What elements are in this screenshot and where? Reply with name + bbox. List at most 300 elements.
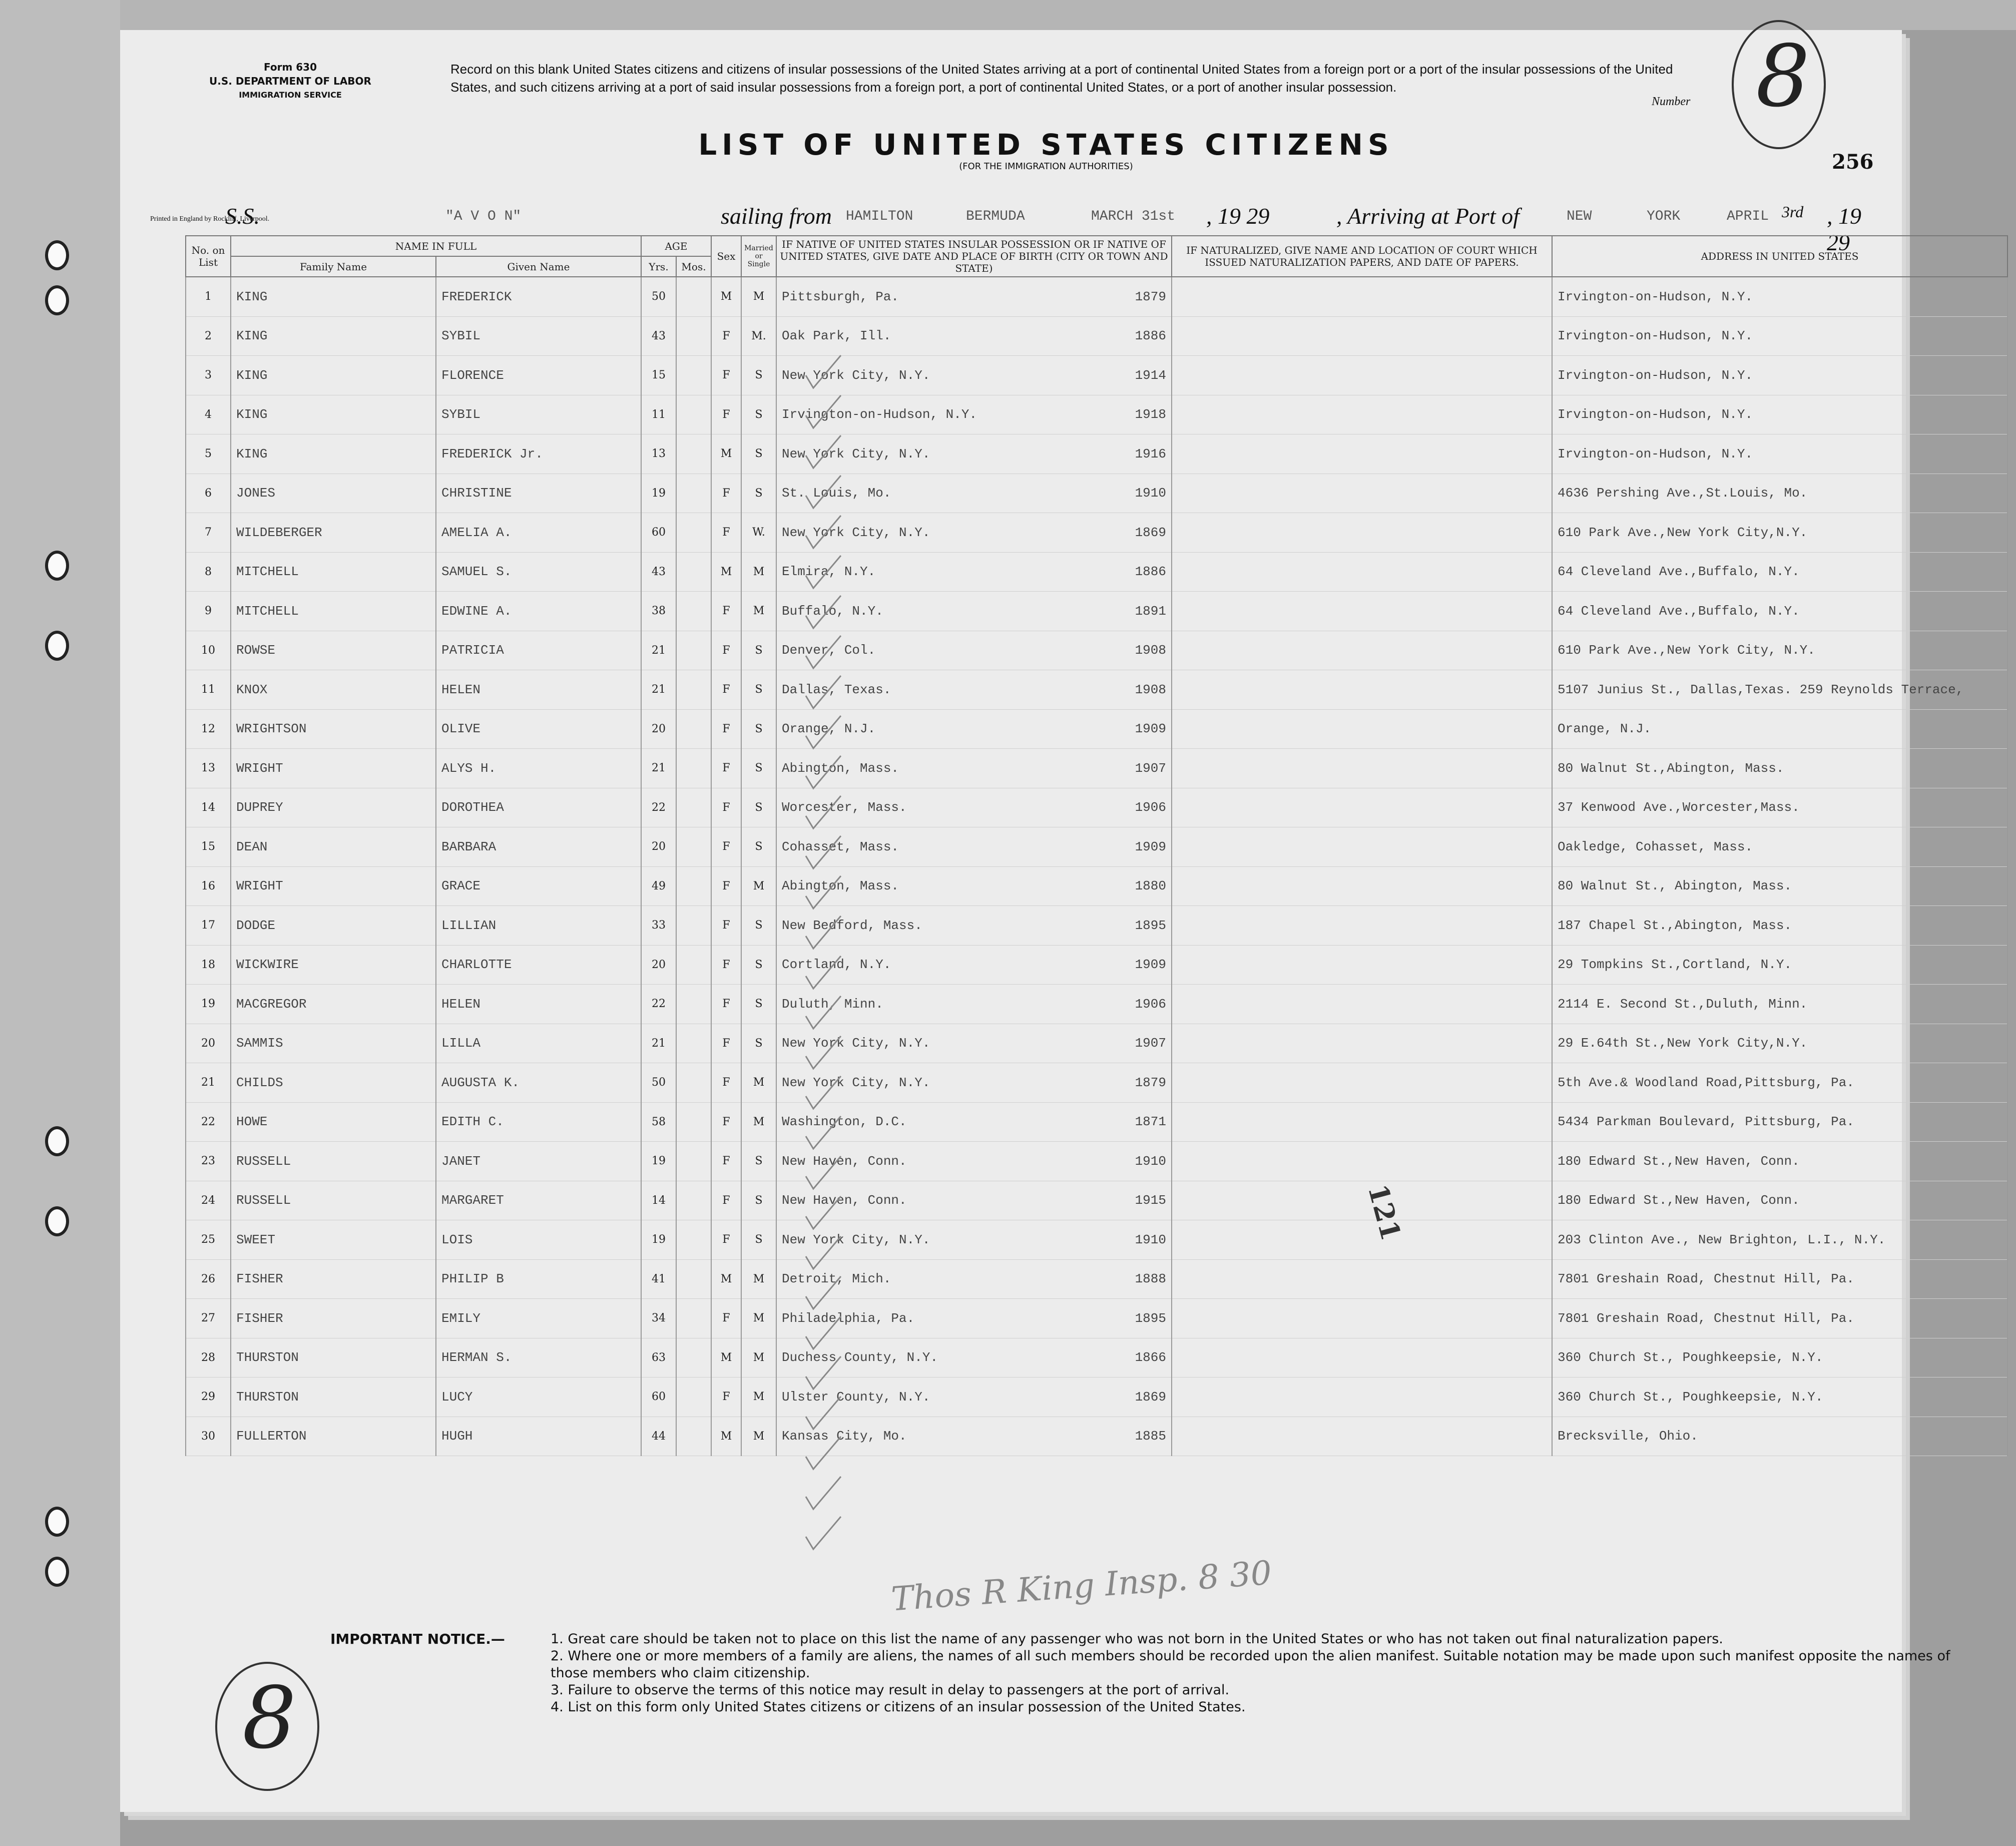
birthplace-text: Cohasset, Mass. [782,839,899,854]
family-name: CHILDS [231,1063,436,1103]
family-name: RUSSELL [231,1142,436,1181]
birth-year: 1871 [1135,1114,1166,1130]
marital-status: S [741,1220,776,1260]
age-months [676,1102,711,1142]
address: 4636 Pershing Ave.,St.Louis, Mo. [1552,474,2007,513]
handwritten-number-bottom: 8 [215,1662,319,1791]
birthplace [776,277,1172,316]
family-name: KING [231,395,436,434]
age-months [676,1063,711,1103]
birth-year: 1866 [1135,1350,1166,1365]
age-years: 21 [641,1024,676,1063]
given-name: SAMUEL S. [436,552,641,592]
birthplace-text: Detroit, Mich. [782,1271,891,1287]
notice-item-2: 2. Where one or more members of a family are aliens, the names of all such members should be recorded upon the alien manifest. Suitable notation may be made upon such manifest opposite the names of those members who claim citizenship. [551,1648,1950,1681]
marital-status: S [741,434,776,474]
given-name: DOROTHEA [436,788,641,827]
age-months [676,277,711,316]
given-name: CHRISTINE [436,474,641,513]
naturalization [1172,277,1552,316]
address: 610 Park Ave.,New York City,N.Y. [1552,513,2007,553]
age-years: 63 [641,1338,676,1377]
address: 5107 Junius St., Dallas,Texas. 259 Reynolds Terrace, [1552,670,2007,710]
sex: M [711,434,741,474]
naturalization [1172,395,1552,434]
row-number: 25 [186,1220,231,1260]
arrival-state: YORK [1647,209,1681,224]
birth-year: 1907 [1135,760,1166,776]
age-months [676,395,711,434]
age-months [676,592,711,631]
age-years: 50 [641,277,676,316]
given-name: HUGH [436,1417,641,1456]
check-mark [806,916,841,949]
check-mark [806,1236,841,1269]
inspector-signature: Thos R King Insp. 8 30 [890,1553,1273,1619]
family-name: ROWSE [231,631,436,670]
given-name: CHARLOTTE [436,945,641,985]
birth-year: 1869 [1135,1389,1166,1405]
passenger-row [186,631,2007,670]
naturalization [1172,749,1552,788]
arrival-city: NEW [1567,209,1592,224]
age-years: 44 [641,1417,676,1456]
marital-status: S [741,945,776,985]
marital-status: S [741,749,776,788]
birthplace-text: Irvington-on-Hudson, N.Y. [782,407,977,422]
passenger-row [186,709,2007,749]
passenger-row [186,474,2007,513]
col-birthplace: IF NATIVE OF UNITED STATES INSULAR POSSESSION OR IF NATIVE OF UNITED STATES, GIVE DATE AND PLACE OF BIRTH (CITY OR TOWN AND STATE) [776,236,1172,277]
binder-hole [45,1557,69,1587]
row-number: 26 [186,1259,231,1299]
age-years: 22 [641,985,676,1024]
row-number: 15 [186,827,231,867]
age-months [676,316,711,356]
given-name: PHILIP B [436,1259,641,1299]
sex: F [711,1142,741,1181]
row-number: 7 [186,513,231,553]
sex: F [711,788,741,827]
naturalization [1172,474,1552,513]
binder-hole [45,631,69,661]
address: Irvington-on-Hudson, N.Y. [1552,434,2007,474]
departure-date: MARCH 31st [1091,209,1176,224]
birthplace-text: Denver, Col. [782,643,876,658]
marital-status: M. [741,316,776,356]
birth-year: 1908 [1135,682,1166,697]
check-mark [806,1156,841,1189]
age-months [676,1299,711,1338]
marital-status: M [741,1417,776,1456]
row-number: 9 [186,592,231,631]
marital-status: M [741,1063,776,1103]
sex: F [711,1102,741,1142]
age-months [676,434,711,474]
age-months [676,1024,711,1063]
family-name: SAMMIS [231,1024,436,1063]
notice-item-4: 4. List on this form only United States citizens or citizens of an insular possession of the United States. [551,1699,1246,1715]
birthplace-text: Washington, D.C. [782,1114,907,1130]
passenger-row [186,277,2007,316]
age-months [676,1338,711,1377]
given-name: LILLA [436,1024,641,1063]
row-number: 18 [186,945,231,985]
sex: F [711,945,741,985]
naturalization [1172,788,1552,827]
binder-hole [45,240,69,270]
col-age: AGE [641,236,711,256]
birthplace-text: St. Louis, Mo. [782,486,891,501]
marital-status: S [741,985,776,1024]
check-mark [806,1477,841,1509]
address: 180 Edward St.,New Haven, Conn. [1552,1181,2007,1220]
family-name: THURSTON [231,1338,436,1377]
birthplace-text: New York City, N.Y. [782,1232,930,1247]
col-married: Married or Single [741,236,776,277]
binder-hole [45,1206,69,1236]
row-number: 8 [186,552,231,592]
check-mark [806,1076,841,1109]
sex: M [711,277,741,316]
naturalization [1172,592,1552,631]
birthplace-text: Cortland, N.Y. [782,957,891,973]
birthplace-text: Orange, N.J. [782,721,876,737]
birthplace-text: Philadelphia, Pa. [782,1310,915,1326]
marital-status: M [741,1377,776,1417]
naturalization [1172,631,1552,670]
address: 360 Church St., Poughkeepsie, N.Y. [1552,1377,2007,1417]
sex: F [711,395,741,434]
address: Irvington-on-Hudson, N.Y. [1552,316,2007,356]
birth-year: 1916 [1135,446,1166,462]
row-number: 11 [186,670,231,710]
check-mark [806,1036,841,1069]
given-name: AUGUSTA K. [436,1063,641,1103]
birth-year: 1891 [1135,603,1166,619]
given-name: OLIVE [436,709,641,749]
check-marks [796,350,856,1592]
age-months [676,749,711,788]
check-mark [806,395,841,428]
birthplace-text: Buffalo, N.Y. [782,603,883,619]
birthplace-text: New Haven, Conn. [782,1153,907,1169]
marital-status: S [741,709,776,749]
age-months [676,1259,711,1299]
marital-status: M [741,1299,776,1338]
passenger-row [186,985,2007,1024]
given-name: AMELIA A. [436,513,641,553]
sex: F [711,592,741,631]
age-months [676,866,711,906]
printer-credit: Printed in England by Rockliff, Liverpool. [150,215,270,223]
marital-status: M [741,277,776,316]
row-number: 19 [186,985,231,1024]
age-months [676,1181,711,1220]
birth-year: 1885 [1135,1429,1166,1444]
binder-hole [45,1507,69,1537]
service: IMMIGRATION SERVICE [239,90,342,100]
given-name: FLORENCE [436,356,641,395]
age-months [676,513,711,553]
given-name: FREDERICK [436,277,641,316]
naturalization [1172,1181,1552,1220]
row-number: 6 [186,474,231,513]
family-name: KING [231,277,436,316]
age-years: 49 [641,866,676,906]
age-years: 11 [641,395,676,434]
passenger-row [186,1024,2007,1063]
marital-status: M [741,1102,776,1142]
birthplace-text: Elmira, N.Y. [782,564,876,580]
naturalization [1172,1024,1552,1063]
sex: F [711,985,741,1024]
age-years: 13 [641,434,676,474]
birthplace-text: Oak Park, Ill. [782,328,891,344]
sex: F [711,709,741,749]
passenger-row [186,434,2007,474]
birth-year: 1879 [1135,289,1166,304]
naturalization [1172,1102,1552,1142]
age-months [676,356,711,395]
birth-year: 1906 [1135,996,1166,1012]
naturalization [1172,1142,1552,1181]
birth-year: 1908 [1135,643,1166,658]
naturalization [1172,985,1552,1024]
family-name: MITCHELL [231,592,436,631]
address: 29 E.64th St.,New York City,N.Y. [1552,1024,2007,1063]
address: Brecksville, Ohio. [1552,1417,2007,1456]
naturalization [1172,945,1552,985]
row-number: 3 [186,356,231,395]
birth-year: 1910 [1135,1153,1166,1169]
age-years: 21 [641,749,676,788]
passenger-row [186,1299,2007,1338]
given-name: SYBIL [436,316,641,356]
age-years: 34 [641,1299,676,1338]
check-mark [806,516,841,548]
naturalization [1172,1377,1552,1417]
row-number: 21 [186,1063,231,1103]
col-family-name: Family Name [231,256,436,277]
col-no: No. on List [186,236,231,277]
passenger-row [186,513,2007,553]
record-instructions: Record on this blank United States citizens and citizens of insular possessions of the United States arriving at a port of continental United States from a foreign port or a port of the insular possessions of the United States, and such citizens arriving at a port of said insular possessions from a foreign port, a port of continental United States, or a port of another insular possession. [450,62,1673,95]
row-number: 20 [186,1024,231,1063]
age-months [676,1377,711,1417]
address: Orange, N.J. [1552,709,2007,749]
passenger-row [186,1417,2007,1456]
family-name: MACGREGOR [231,985,436,1024]
naturalization [1172,1417,1552,1456]
sex: F [711,474,741,513]
family-name: WICKWIRE [231,945,436,985]
age-months [676,985,711,1024]
birth-year: 1918 [1135,407,1166,422]
col-name-in-full: NAME IN FULL [231,236,641,256]
marital-status: M [741,1259,776,1299]
row-number: 27 [186,1299,231,1338]
birthplace-text: Pittsburgh, Pa. [782,289,899,304]
birth-year: 1895 [1135,1310,1166,1326]
family-name: SWEET [231,1220,436,1260]
naturalization [1172,434,1552,474]
given-name: LUCY [436,1377,641,1417]
family-name: DODGE [231,906,436,946]
sex: F [711,1220,741,1260]
age-years: 14 [641,1181,676,1220]
passenger-row [186,1377,2007,1417]
sex: F [711,1377,741,1417]
marital-status: S [741,670,776,710]
passenger-row [186,866,2007,906]
age-months [676,827,711,867]
passenger-row [186,827,2007,867]
sex: F [711,356,741,395]
address: 360 Church St., Poughkeepsie, N.Y. [1552,1338,2007,1377]
birth-year: 1879 [1135,1075,1166,1090]
address: 29 Tompkins St.,Cortland, N.Y. [1552,945,2007,985]
age-years: 22 [641,788,676,827]
passenger-row [186,945,2007,985]
passenger-row [186,592,2007,631]
passenger-rows [186,277,2007,1456]
passenger-table [185,235,2008,1456]
sailing-from-label: sailing from [721,203,832,229]
row-number: 12 [186,709,231,749]
row-number: 29 [186,1377,231,1417]
naturalization [1172,552,1552,592]
age-months [676,945,711,985]
address: Irvington-on-Hudson, N.Y. [1552,395,2007,434]
check-mark [806,476,841,508]
naturalization [1172,316,1552,356]
birth-year: 1869 [1135,525,1166,540]
naturalization [1172,709,1552,749]
family-name: WRIGHT [231,866,436,906]
form-number: Form 630 [263,61,317,73]
marital-status: S [741,1181,776,1220]
address: Irvington-on-Hudson, N.Y. [1552,277,2007,316]
age-years: 21 [641,670,676,710]
birth-year: 1888 [1135,1271,1166,1287]
family-name: WRIGHT [231,749,436,788]
naturalization [1172,1220,1552,1260]
sheet-number: 256 [1832,150,1874,174]
col-sex: Sex [711,236,741,277]
marital-status: S [741,631,776,670]
binder-hole [45,551,69,581]
birth-year: 1910 [1135,1232,1166,1247]
row-number: 17 [186,906,231,946]
birth-year: 1895 [1135,917,1166,933]
marital-status: W. [741,513,776,553]
family-name: THURSTON [231,1377,436,1417]
age-years: 20 [641,709,676,749]
row-number: 2 [186,316,231,356]
family-name: DEAN [231,827,436,867]
marital-status: S [741,827,776,867]
address: 203 Clinton Ave., New Brighton, L.I., N.Y. [1552,1220,2007,1260]
age-months [676,1417,711,1456]
birthplace-text: Abington, Mass. [782,878,899,894]
notice-heading: IMPORTANT NOTICE.— [330,1631,505,1647]
form-identifier [160,60,420,102]
given-name: ALYS H. [436,749,641,788]
check-mark [806,636,841,668]
birth-year: 1909 [1135,957,1166,973]
birth-year: 1880 [1135,878,1166,894]
row-number: 13 [186,749,231,788]
row-number: 14 [186,788,231,827]
sex: F [711,1181,741,1220]
ss-label: S.S. [225,203,260,229]
family-name: HOWE [231,1102,436,1142]
birth-year: 1915 [1135,1193,1166,1208]
birth-year: 1910 [1135,486,1166,501]
address: Oakledge, Cohasset, Mass. [1552,827,2007,867]
passenger-row [186,1338,2007,1377]
age-years: 41 [641,1259,676,1299]
departure-country: BERMUDA [966,209,1025,224]
birthplace-text: New Haven, Conn. [782,1193,907,1208]
family-name: WRIGHTSON [231,709,436,749]
given-name: LOIS [436,1220,641,1260]
binder-hole [45,285,69,315]
sex: F [711,1024,741,1063]
given-name: PATRICIA [436,631,641,670]
age-years: 20 [641,945,676,985]
birthplace-text: Duluth, Minn. [782,996,883,1012]
address: 187 Chapel St.,Abington, Mass. [1552,906,2007,946]
check-mark [806,996,841,1029]
passenger-row [186,1181,2007,1220]
sex: F [711,827,741,867]
birthplace [776,316,1172,356]
naturalization [1172,513,1552,553]
birth-year: 1886 [1135,564,1166,580]
check-mark [806,556,841,588]
naturalization [1172,356,1552,395]
check-mark [806,1316,841,1349]
address: 2114 E. Second St.,Duluth, Minn. [1552,985,2007,1024]
given-name: LILLIAN [436,906,641,946]
passenger-row [186,1142,2007,1181]
passenger-row [186,395,2007,434]
check-mark [806,876,841,908]
age-years: 60 [641,513,676,553]
arrival-month: APRIL [1727,209,1769,224]
department: U.S. DEPARTMENT OF LABOR [209,75,371,87]
check-mark [806,796,841,828]
marital-status: S [741,1024,776,1063]
given-name: EDWINE A. [436,592,641,631]
naturalization [1172,1063,1552,1103]
address: 5434 Parkman Boulevard, Pittsburg, Pa. [1552,1102,2007,1142]
naturalization [1172,670,1552,710]
given-name: HERMAN S. [436,1338,641,1377]
check-mark [806,956,841,989]
family-name: JONES [231,474,436,513]
check-mark [806,1116,841,1149]
naturalization [1172,827,1552,867]
address: 80 Walnut St., Abington, Mass. [1552,866,2007,906]
passenger-row [186,1220,2007,1260]
notice-item-3: 3. Failure to observe the terms of this notice may result in delay to passengers at the port of arrival. [551,1682,1230,1698]
row-number: 22 [186,1102,231,1142]
marital-status: S [741,474,776,513]
birth-year: 1886 [1135,328,1166,344]
